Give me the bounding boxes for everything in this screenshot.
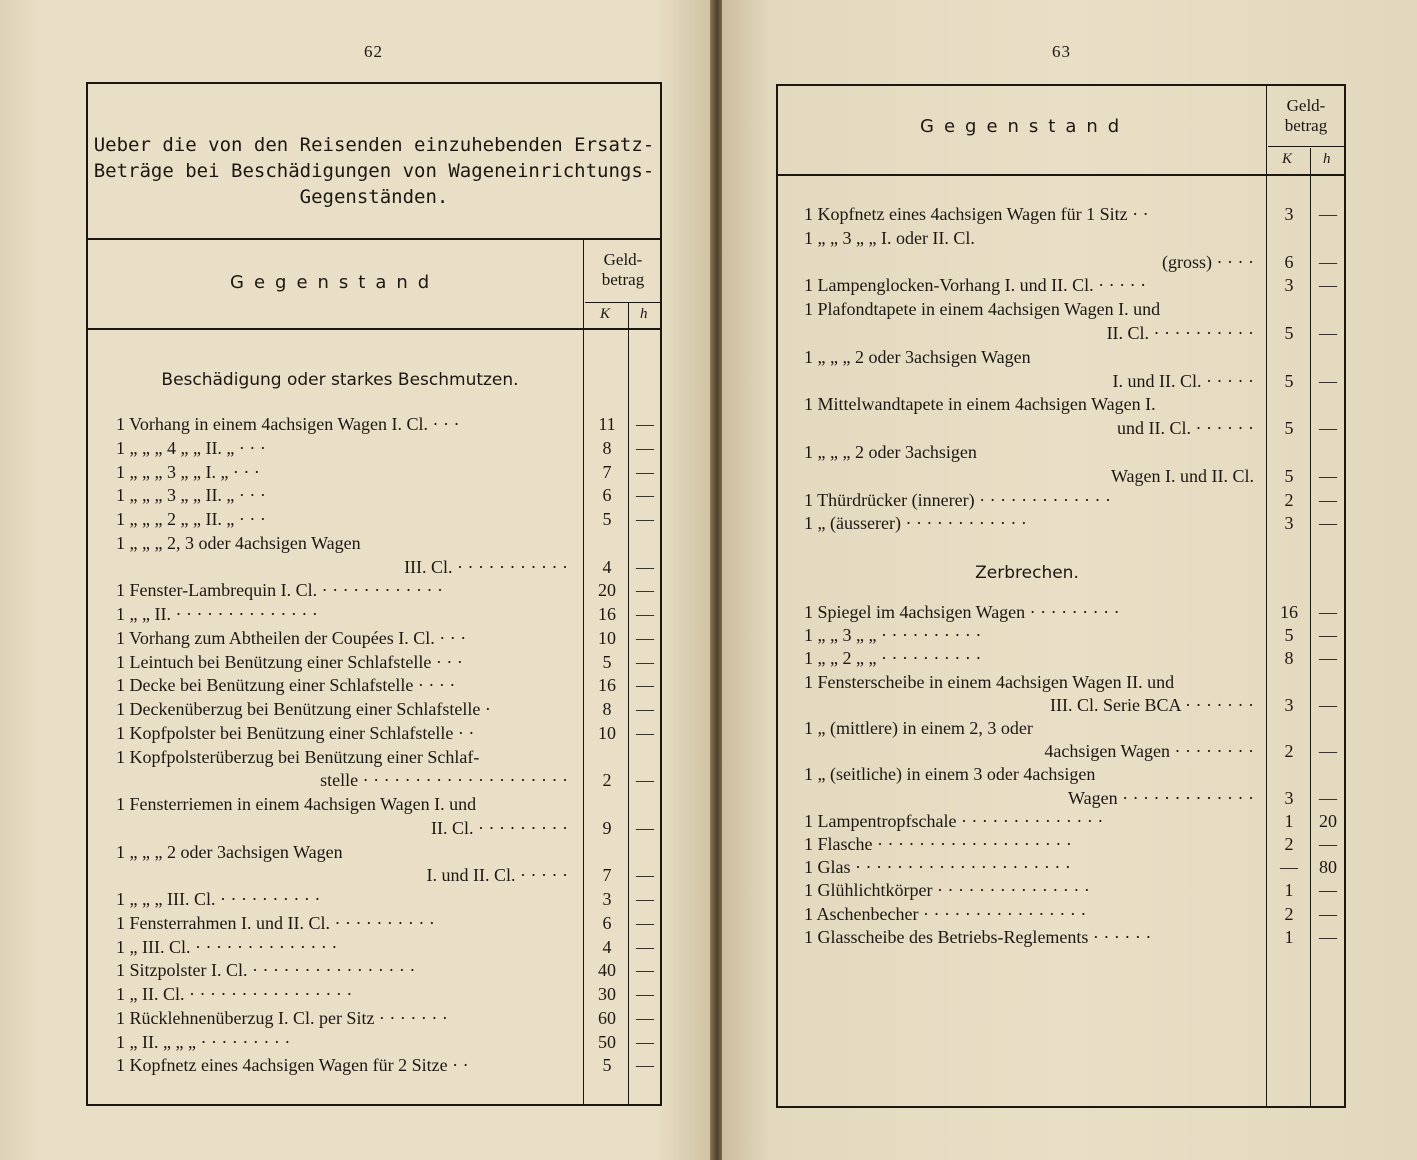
item-description: 1 Spiegel im 4achsigen Wagen · · · · · · · · ·	[804, 602, 1120, 622]
item-description: und II. Cl. · · · · · ·	[1117, 418, 1254, 439]
item-description: stelle · · · · · · · · · · · · · · · · · · · ·	[320, 770, 568, 791]
amount-kronen: 5	[1284, 625, 1294, 646]
amount-heller: —	[1319, 926, 1337, 947]
amount-kronen: 10	[598, 722, 616, 743]
table-row	[0, 792, 712, 816]
item-description: Wagen · · · · · · · · · · · · ·	[1068, 787, 1254, 808]
right-page	[722, 0, 1417, 1160]
amount-heller: —	[1319, 204, 1337, 224]
amount-kronen: 3	[1284, 787, 1294, 808]
amount-heller: —	[636, 485, 654, 506]
table-row	[722, 762, 1417, 786]
item-description: 1 Decke bei Benützung einer Schlafstelle · · · ·	[116, 675, 456, 696]
amount-heller: —	[1319, 694, 1337, 715]
column-header-k: K	[600, 306, 611, 322]
table-row	[0, 531, 712, 555]
table-row	[0, 840, 712, 864]
table-row	[722, 670, 1417, 694]
table-row	[722, 369, 1417, 393]
amount-kronen: 8	[1284, 648, 1294, 669]
amount-kronen: 6	[602, 912, 612, 933]
amount-heller: —	[636, 1007, 654, 1028]
table-row	[722, 902, 1417, 926]
amount-kronen: 8	[602, 699, 612, 719]
amount-heller: —	[636, 722, 654, 743]
table-row	[722, 392, 1417, 416]
table-row	[722, 855, 1417, 879]
amount-heller: —	[1319, 418, 1337, 439]
amount-kronen: 10	[598, 627, 616, 648]
item-description: 1 „ „ „ III. Cl. · · · · · · · · · ·	[116, 889, 321, 909]
rule	[776, 174, 1346, 176]
table-row	[722, 511, 1417, 535]
item-description: 1 „ „ 3 „ „ I. oder II. Cl.	[804, 227, 975, 248]
item-description: II. Cl. · · · · · · · · ·	[431, 817, 568, 838]
amount-kronen: 1	[1284, 810, 1294, 831]
amount-kronen: 3	[1284, 694, 1294, 715]
item-description: 1 Glas · · · · · · · · · · · · · · · · · · · · ·	[804, 857, 1071, 878]
item-description: 1 „ „ „ 2, 3 oder 4achsigen Wagen	[116, 532, 361, 553]
amount-kronen: 6	[1284, 251, 1294, 272]
item-description: 1 „ „ „ 3 „ „ I. „ · · ·	[116, 461, 260, 482]
item-description: 1 Glasscheibe des Betriebs-Reglements · · · · · ·	[804, 926, 1152, 947]
amount-kronen: 11	[598, 414, 616, 434]
amount-kronen: 5	[1284, 418, 1294, 439]
table-row	[722, 646, 1417, 670]
table-row	[0, 555, 712, 579]
item-description: 1 Aschenbecher · · · · · · · · · · · · · · · ·	[804, 903, 1087, 924]
geld-line: Geld-	[1286, 96, 1326, 115]
column-header-gegenstand: Gegenstand	[920, 116, 1130, 137]
table-row	[722, 693, 1417, 717]
item-description: 1 „ „ 2 „ „ · · · · · · · · · ·	[804, 648, 982, 669]
amount-kronen: 3	[1284, 275, 1294, 296]
table-row	[0, 507, 712, 531]
amount-kronen: 3	[1284, 204, 1294, 224]
item-description: (gross) · · · ·	[1162, 251, 1254, 272]
column-header-k: K	[1282, 151, 1293, 167]
amount-heller: 80	[1319, 857, 1337, 878]
betrag-line: betrag	[1284, 116, 1328, 135]
amount-kronen: 3	[1284, 513, 1294, 534]
table-row	[722, 297, 1417, 321]
item-description: 1 Thürdrücker (innerer) · · · · · · · · · · · · ·	[804, 489, 1112, 510]
table-row	[0, 768, 712, 792]
item-description: 1 Lampenglocken-Vorhang I. und II. Cl. · · · · ·	[804, 275, 1147, 296]
page-number: 62	[364, 42, 383, 61]
title-line: Gegenständen.	[299, 186, 449, 208]
amount-heller: —	[1319, 648, 1337, 669]
table-row	[0, 436, 712, 460]
item-description: 1 Leintuch bei Benützung einer Schlafstelle · · ·	[116, 651, 463, 672]
amount-heller: —	[636, 960, 654, 981]
amount-heller: —	[636, 675, 654, 696]
item-description: 1 Plafondtapete in einem 4achsigen Wagen I. und	[804, 299, 1161, 320]
amount-heller: —	[1319, 625, 1337, 646]
amount-kronen: 5	[1284, 323, 1294, 343]
table-row	[0, 935, 712, 959]
amount-kronen: 5	[602, 1055, 612, 1076]
item-description: 1 „ II. „ „ „ · · · · · · · · ·	[116, 1031, 291, 1052]
item-description: 1 „ „ 3 „ „ · · · · · · · · · ·	[804, 625, 982, 646]
amount-kronen: 1	[1284, 926, 1294, 947]
amount-heller: —	[636, 414, 654, 434]
table-row	[722, 600, 1417, 624]
amount-kronen: 5	[1284, 370, 1294, 391]
amount-heller: —	[636, 580, 654, 601]
amount-heller: —	[636, 437, 654, 458]
amount-kronen: 9	[602, 817, 612, 838]
item-description: 1 „ „ II. · · · · · · · · · · · · · ·	[116, 604, 318, 624]
amount-heller: —	[636, 817, 654, 838]
amount-heller: —	[636, 627, 654, 648]
amount-kronen: 16	[598, 604, 616, 624]
amount-kronen: 30	[598, 984, 616, 1004]
amount-kronen: 7	[602, 461, 612, 482]
amount-heller: —	[636, 936, 654, 957]
table-row	[0, 863, 712, 887]
title-line: Beträge bei Beschädigungen von Wageneinrichtungs-	[93, 160, 655, 182]
item-description: 1 Flasche · · · · · · · · · · · · · · · · · · ·	[804, 834, 1072, 854]
column-header-geldbetrag	[1268, 96, 1344, 136]
title-line: Ueber die von den Reisenden einzuhebenden Ersatz-	[93, 134, 655, 156]
geld-line: Geld-	[603, 250, 643, 269]
column-header-h: h	[1323, 151, 1331, 167]
amount-heller: —	[636, 889, 654, 909]
table-row	[0, 650, 712, 674]
amount-kronen: 16	[598, 675, 616, 696]
table-row	[0, 1006, 712, 1030]
item-description: 1 „ (seitliche) in einem 3 oder 4achsigen	[804, 764, 1096, 785]
table-row	[0, 602, 712, 626]
item-description: 1 Kopfnetz eines 4achsigen Wagen für 2 Sitze · ·	[116, 1055, 469, 1076]
amount-heller: —	[1319, 741, 1337, 762]
amount-heller: —	[636, 509, 654, 529]
amount-heller: —	[636, 556, 654, 577]
table-row	[722, 464, 1417, 488]
amount-heller: —	[636, 1055, 654, 1076]
table-row	[0, 460, 712, 484]
amount-kronen: 5	[602, 509, 612, 529]
table-row	[722, 321, 1417, 345]
amount-heller: —	[636, 984, 654, 1004]
table-row	[0, 578, 712, 602]
amount-kronen: 20	[598, 580, 616, 601]
item-description: 1 „ (äusserer) · · · · · · · · · · · ·	[804, 513, 1027, 534]
rule	[585, 302, 660, 303]
amount-heller: —	[1319, 602, 1337, 622]
table-row	[0, 673, 712, 697]
rule	[86, 328, 662, 330]
table-row	[722, 202, 1417, 226]
amount-kronen: 5	[1284, 465, 1294, 486]
table-row	[0, 412, 712, 436]
amount-kronen: 1	[1284, 880, 1294, 901]
amount-kronen: 2	[602, 770, 612, 791]
betrag-line: betrag	[601, 270, 645, 289]
amount-kronen: 60	[598, 1007, 616, 1028]
table-row	[0, 887, 712, 911]
amount-heller: —	[1319, 275, 1337, 296]
amount-heller: —	[1319, 465, 1337, 486]
amount-kronen: 40	[598, 960, 616, 981]
item-description: 1 „ „ „ 4 „ „ II. „ · · ·	[116, 437, 266, 458]
table-row	[722, 273, 1417, 297]
amount-heller: —	[1319, 323, 1337, 343]
table-row	[722, 623, 1417, 647]
table-title	[92, 132, 656, 210]
amount-heller: —	[1319, 513, 1337, 534]
rule	[1268, 146, 1344, 147]
item-description: 1 Kopfpolsterüberzug bei Benützung einer Schlaf-	[116, 746, 480, 767]
amount-kronen: 4	[602, 936, 612, 957]
item-description: 1 Fensterrahmen I. und II. Cl. · · · · · · · · · ·	[116, 912, 435, 933]
amount-heller: —	[636, 604, 654, 624]
item-description: II. Cl. · · · · · · · · · ·	[1106, 323, 1254, 343]
amount-heller: —	[1319, 787, 1337, 808]
table-row	[722, 716, 1417, 740]
amount-heller: —	[1319, 489, 1337, 510]
item-description: 1 „ „ „ 2 „ „ II. „ · · ·	[116, 509, 266, 529]
amount-kronen: 6	[602, 485, 612, 506]
table-row	[0, 626, 712, 650]
table-row	[0, 982, 712, 1006]
item-description: I. und II. Cl. · · · · ·	[426, 865, 568, 886]
item-description: Wagen I. und II. Cl.	[1110, 465, 1254, 486]
table-row	[722, 809, 1417, 833]
amount-heller: —	[636, 865, 654, 886]
amount-heller: —	[636, 651, 654, 672]
amount-heller: —	[1319, 903, 1337, 924]
table-row	[722, 416, 1417, 440]
amount-kronen: 2	[1284, 834, 1294, 854]
item-description: III. Cl. Serie BCA · · · · · · ·	[1050, 694, 1254, 715]
item-description: 1 Sitzpolster I. Cl. · · · · · · · · · · · · · · · ·	[116, 960, 416, 981]
item-description: I. und II. Cl. · · · · ·	[1112, 370, 1254, 391]
item-description: 1 Fensterriemen in einem 4achsigen Wagen I. und	[116, 794, 477, 814]
rule	[86, 238, 662, 240]
item-description: 1 „ II. Cl. · · · · · · · · · · · · · · · ·	[116, 984, 353, 1004]
table-row	[0, 816, 712, 840]
column-header-h: h	[640, 306, 648, 322]
column-header-geldbetrag	[586, 250, 660, 290]
amount-kronen: 5	[602, 651, 612, 672]
table-row	[722, 440, 1417, 464]
column-header-gegenstand: Gegenstand	[230, 272, 440, 293]
item-description: 1 Vorhang in einem 4achsigen Wagen I. Cl. · · ·	[116, 414, 460, 434]
amount-kronen: 50	[598, 1031, 616, 1052]
table-row	[722, 786, 1417, 810]
item-description: 1 „ III. Cl. · · · · · · · · · · · · · ·	[116, 936, 338, 957]
item-description: 1 Glühlichtkörper · · · · · · · · · · · · · · ·	[804, 880, 1090, 901]
table-row	[722, 250, 1417, 274]
amount-kronen: 8	[602, 437, 612, 458]
amount-kronen: 2	[1284, 741, 1294, 762]
table-row	[722, 925, 1417, 949]
table-row	[722, 488, 1417, 512]
amount-heller: —	[636, 461, 654, 482]
item-description: 1 Vorhang zum Abtheilen der Coupées I. Cl. · · ·	[116, 627, 467, 648]
table-row	[0, 1053, 712, 1077]
table-row	[722, 739, 1417, 763]
section-heading: Beschädigung oder starkes Beschmutzen.	[161, 370, 519, 390]
amount-heller: —	[636, 912, 654, 933]
amount-heller: 20	[1319, 810, 1337, 831]
page-number: 63	[1052, 42, 1071, 61]
section-heading: Zerbrechen.	[975, 563, 1079, 583]
item-description: 1 „ (mittlere) in einem 2, 3 oder	[804, 718, 1033, 738]
table-row	[0, 721, 712, 745]
table-row	[722, 226, 1417, 250]
table-row	[722, 345, 1417, 369]
amount-heller: —	[636, 699, 654, 719]
item-description: 1 „ „ „ 3 „ „ II. „ · · ·	[116, 485, 266, 506]
amount-heller: —	[636, 770, 654, 791]
amount-heller: —	[1319, 370, 1337, 391]
table-row	[0, 697, 712, 721]
item-description: 4achsigen Wagen · · · · · · · ·	[1044, 741, 1254, 762]
item-description: 1 Kopfpolster bei Benützung einer Schlafstelle · ·	[116, 722, 475, 743]
item-description: III. Cl. · · · · · · · · · · ·	[404, 556, 568, 577]
amount-kronen: 4	[602, 556, 612, 577]
item-description: 1 „ „ „ 2 oder 3achsigen Wagen	[804, 346, 1031, 367]
table-row	[722, 832, 1417, 856]
amount-kronen: —	[1280, 857, 1298, 878]
item-description: 1 Rücklehnenüberzug I. Cl. per Sitz · · · · · · ·	[116, 1007, 448, 1028]
amount-kronen: 2	[1284, 489, 1294, 510]
table-row	[0, 483, 712, 507]
item-description: 1 Mittelwandtapete in einem 4achsigen Wagen I.	[804, 394, 1156, 415]
item-description: 1 „ „ „ 2 oder 3achsigen Wagen	[116, 841, 343, 862]
item-description: 1 Lampentropfschale · · · · · · · · · · · · · ·	[804, 810, 1104, 831]
amount-kronen: 3	[602, 889, 612, 909]
item-description: 1 Fenster-Lambrequin I. Cl. · · · · · · · · · · · ·	[116, 580, 444, 601]
table-row	[722, 878, 1417, 902]
amount-heller: —	[636, 1031, 654, 1052]
item-description: 1 Deckenüberzug bei Benützung einer Schlafstelle ·	[116, 699, 491, 719]
amount-kronen: 7	[602, 865, 612, 886]
table-row	[0, 911, 712, 935]
table-row	[0, 745, 712, 769]
amount-heller: —	[1319, 834, 1337, 854]
amount-heller: —	[1319, 251, 1337, 272]
amount-kronen: 16	[1280, 602, 1298, 622]
amount-heller: —	[1319, 880, 1337, 901]
item-description: 1 Kopfnetz eines 4achsigen Wagen für 1 Sitz · ·	[804, 204, 1149, 224]
amount-kronen: 2	[1284, 903, 1294, 924]
item-description: 1 „ „ „ 2 oder 3achsigen	[804, 442, 977, 462]
table-row	[0, 1030, 712, 1054]
table-row	[0, 958, 712, 982]
item-description: 1 Fensterscheibe in einem 4achsigen Wagen II. und	[804, 671, 1175, 692]
